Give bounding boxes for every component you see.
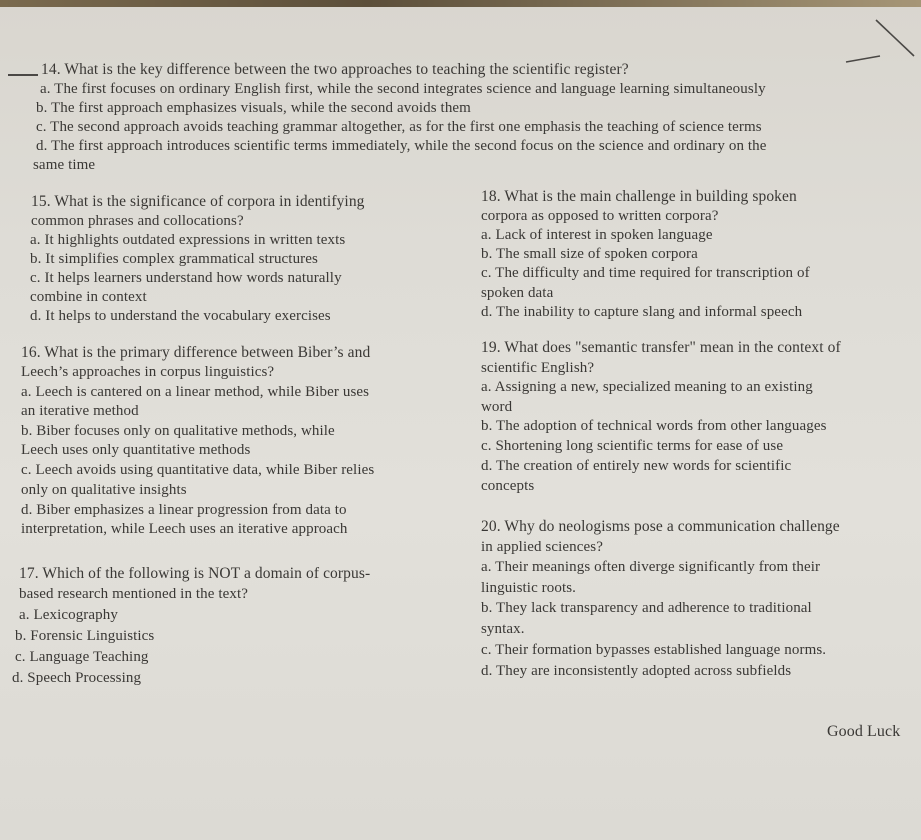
q14-option-b: b. The first approach emphasizes visuals, while the second avoids them xyxy=(36,100,471,116)
top-edge xyxy=(0,0,921,7)
question-19-line-1: 19. What does "semantic transfer" mean in the context of xyxy=(481,339,841,356)
q18-option-b: b. The small size of spoken corpora xyxy=(481,246,698,262)
question-15-line-2: common phrases and collocations? xyxy=(31,213,244,229)
q16-option-c-cont: only on qualitative insights xyxy=(21,482,187,498)
q20-option-d: d. They are inconsistently adopted across subfields xyxy=(481,663,792,679)
question-17-line-2: based research mentioned in the text? xyxy=(19,586,249,602)
q15-option-c: c. It helps learners understand how words naturally xyxy=(30,270,342,286)
q16-option-d-cont: interpretation, while Leech uses an iterative approach xyxy=(21,521,348,537)
q16-option-c: c. Leech avoids using quantitative data, while Biber relies xyxy=(21,462,375,478)
q18-option-d: d. The inability to capture slang and informal speech xyxy=(481,304,803,320)
question-15-line-1: 15. What is the significance of corpora in identifying xyxy=(31,193,365,210)
question-16-line-2: Leech’s approaches in corpus linguistics? xyxy=(21,364,275,380)
q19-option-a: a. Assigning a new, specialized meaning to an existing xyxy=(481,379,813,395)
q17-option-a: a. Lexicography xyxy=(19,607,118,623)
q18-option-a: a. Lack of interest in spoken language xyxy=(481,227,713,243)
q19-option-d-cont: concepts xyxy=(481,478,535,494)
question-20-line-2: in applied sciences? xyxy=(481,539,603,555)
q19-option-a-cont: word xyxy=(481,399,513,415)
good-luck-text: Good Luck xyxy=(827,723,901,740)
q19-option-c: c. Shortening long scientific terms for ease of use xyxy=(481,438,784,454)
q15-option-a: a. It highlights outdated expressions in written texts xyxy=(30,232,346,248)
question-16-line-1: 16. What is the primary difference between Biber’s and xyxy=(21,344,371,361)
margin-mark xyxy=(8,74,38,76)
q20-option-b: b. They lack transparency and adherence to traditional xyxy=(481,600,812,616)
q17-option-d: d. Speech Processing xyxy=(12,670,142,686)
question-20-line-1: 20. Why do neologisms pose a communication challenge xyxy=(481,518,840,535)
q18-option-c: c. The difficulty and time required for transcription of xyxy=(481,265,810,281)
q14-option-c: c. The second approach avoids teaching grammar altogether, as for the first one emphasis the teaching of science terms xyxy=(36,119,762,135)
question-17-line-1: 17. Which of the following is NOT a domain of corpus- xyxy=(19,565,371,582)
q16-option-a-cont: an iterative method xyxy=(21,403,139,419)
q14-option-d-cont: same time xyxy=(33,157,96,173)
q18-option-c-cont: spoken data xyxy=(481,285,554,301)
question-19-line-2: scientific English? xyxy=(481,360,595,376)
q15-option-d: d. It helps to understand the vocabulary exercises xyxy=(30,308,331,324)
q16-option-d: d. Biber emphasizes a linear progression from data to xyxy=(21,502,347,518)
q17-option-b: b. Forensic Linguistics xyxy=(15,628,155,644)
q16-option-a: a. Leech is cantered on a linear method, while Biber uses xyxy=(21,384,370,400)
q14-option-d: d. The first approach introduces scientific terms immediately, while the second focus on the science and ordinary on the xyxy=(36,138,767,154)
question-18-line-2: corpora as opposed to written corpora? xyxy=(481,208,719,224)
q19-option-b: b. The adoption of technical words from other languages xyxy=(481,418,827,434)
q17-option-c: c. Language Teaching xyxy=(15,649,149,665)
q20-option-a: a. Their meanings often diverge significantly from their xyxy=(481,559,821,575)
q20-option-b-cont: syntax. xyxy=(481,621,525,637)
q15-option-b: b. It simplifies complex grammatical structures xyxy=(30,251,318,267)
q14-option-a: a. The first focuses on ordinary English first, while the second integrates science and language learning simultaneously xyxy=(40,81,766,97)
pencil-mark xyxy=(840,14,920,74)
q19-option-d: d. The creation of entirely new words for scientific xyxy=(481,458,792,474)
q16-option-b: b. Biber focuses only on qualitative methods, while xyxy=(21,423,335,439)
q15-option-c-cont: combine in context xyxy=(30,289,147,305)
q20-option-c: c. Their formation bypasses established language norms. xyxy=(481,642,827,658)
q20-option-a-cont: linguistic roots. xyxy=(481,580,577,596)
q16-option-b-cont: Leech uses only quantitative methods xyxy=(21,442,251,458)
question-18-line-1: 18. What is the main challenge in building spoken xyxy=(481,188,797,205)
question-14-text: 14. What is the key difference between the two approaches to teaching the scientific register? xyxy=(41,61,629,78)
